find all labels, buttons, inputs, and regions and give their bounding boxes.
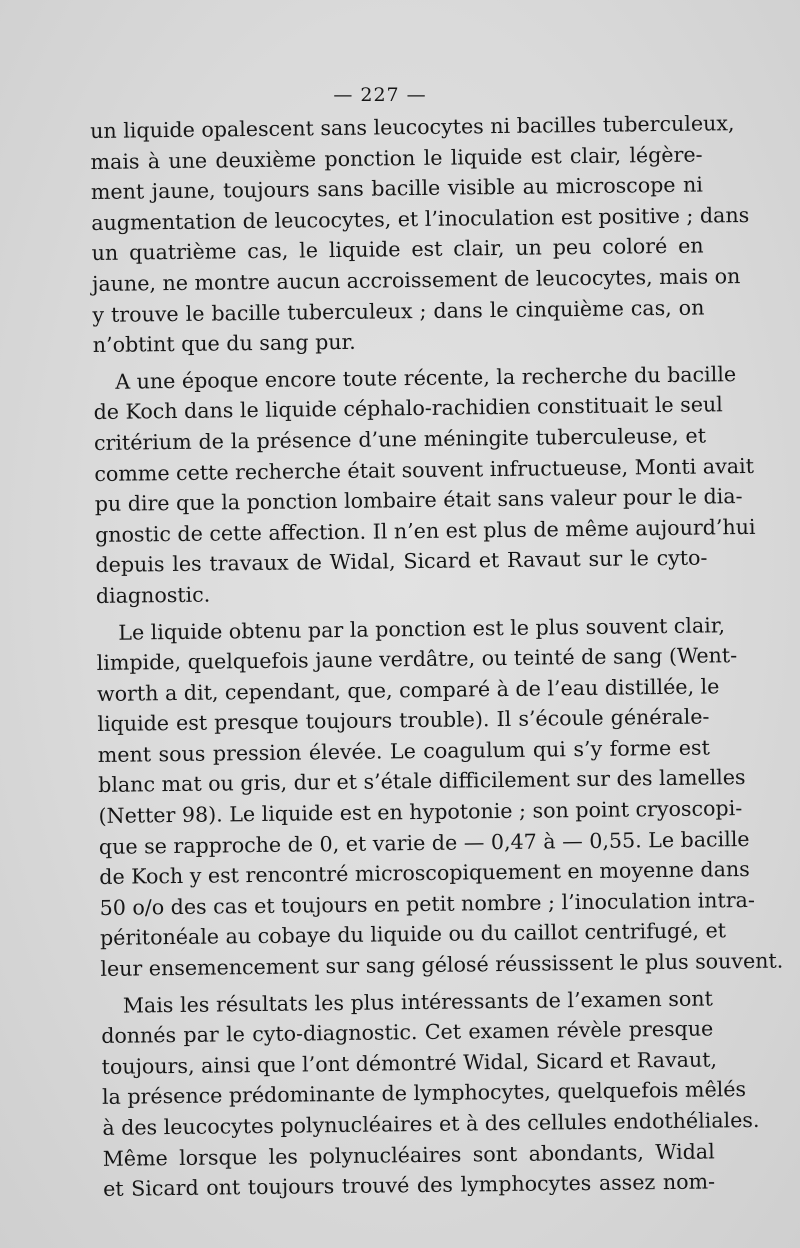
- text-line: Le liquide obtenu par la ponction est le plus souvent clair,: [118, 612, 726, 645]
- text-line: liquide est presque toujours trouble). Il s’écoule générale-: [97, 704, 710, 737]
- text-line: un liquide opalescent sans leucocytes ni bacilles tuberculeux,: [90, 111, 735, 143]
- text-line: (Netter 98). Le liquide est en hypotonie ; son point cryoscopi-: [98, 796, 743, 829]
- text-line: critérium de la présence d’une méningite tuberculeuse, et: [93, 423, 707, 455]
- text-line: A une époque encore toute récente, la recherche du bacille: [115, 361, 737, 394]
- text-line: 50 o/o des cas et toujours en petit nombre ; l’inoculation intra-: [99, 887, 755, 920]
- text-line: et Sicard ont toujours trouvé des lymphocytes assez nom-: [102, 1169, 716, 1202]
- text-line: augmentation de leucocytes, et l’inoculation est positive ; dans: [91, 202, 750, 235]
- text-line: limpide, quelquefois jaune verdâtre, ou teinté de sang (Went-: [96, 643, 738, 676]
- text-line: que se rapproche de 0, et varie de — 0,47 à — 0,55. Le bacille: [98, 826, 750, 859]
- page-number: — 227 —: [333, 84, 427, 106]
- text-line: mais à une deuxième ponction le liquide est clair, légère-: [90, 142, 703, 174]
- text-line: ment sous pression élevée. Le coagulum qui s’y forme est: [97, 735, 710, 767]
- text-line: Mais les résultats les plus intéressants de l’examen sont: [122, 986, 713, 1018]
- text-line: comme cette recherche était souvent infructueuse, Monti avait: [94, 453, 755, 486]
- paragraph-1: [90, 109, 750, 361]
- text-line: Même lorsque les polynucléaires sont abondants, Widal: [102, 1139, 715, 1171]
- text-line: diagnostic.: [95, 582, 211, 608]
- text-line: depuis les travaux de Widal, Sicard et Ravaut sur le cyto-: [95, 545, 708, 578]
- text-line: n’obtint que du sang pur.: [92, 329, 356, 358]
- text-line: gnostic de cette affection. Il n’en est plus de même aujourd’hui: [94, 514, 756, 547]
- text-line: worth a dit, cependant, que, comparé à de l’eau distillée, le: [96, 674, 720, 706]
- text-line: pu dire que la ponction lombaire était sans valeur pour le dia-: [94, 484, 743, 517]
- text-line: la présence prédominante de lymphocytes, quelquefois mêlés: [101, 1077, 747, 1110]
- paragraph-4: [101, 983, 760, 1205]
- text-line: leur ensemencement sur sang gélosé réussissent le plus souvent.: [100, 948, 784, 981]
- text-line: ment jaune, toujours sans bacille visible au microscope ni: [90, 172, 704, 205]
- text-line: toujours, ainsi que l’ont démontré Widal, Sicard et Ravaut,: [101, 1047, 718, 1079]
- text-line: y trouve le bacille tuberculeux ; dans le cinquième cas, on: [92, 295, 705, 327]
- text-line: donnés par le cyto-diagnostic. Cet examen révèle presque: [101, 1016, 714, 1049]
- text-line: de Koch y est rencontré microscopiquement en moyenne dans: [99, 857, 750, 890]
- text-line: de Koch dans le liquide céphalo-rachidien constituait le seul: [93, 392, 723, 425]
- text-line: un quatrième cas, le liquide est clair, un peu coloré en: [91, 233, 704, 266]
- text-line: jaune, ne montre aucun accroissement de leucocytes, mais on: [91, 264, 741, 296]
- text-line: péritonéale au cobaye du liquide ou du caillot centrifugé, et: [99, 918, 727, 951]
- paragraph-2: [93, 359, 756, 611]
- text-line: à des leucocytes polynucléaires et à des cellules endothéliales.: [102, 1107, 760, 1140]
- paragraph-3: [96, 610, 784, 985]
- body-text: [90, 109, 784, 1205]
- text-line: blanc mat ou gris, dur et s’étale difficilement sur des lamelles: [98, 765, 746, 798]
